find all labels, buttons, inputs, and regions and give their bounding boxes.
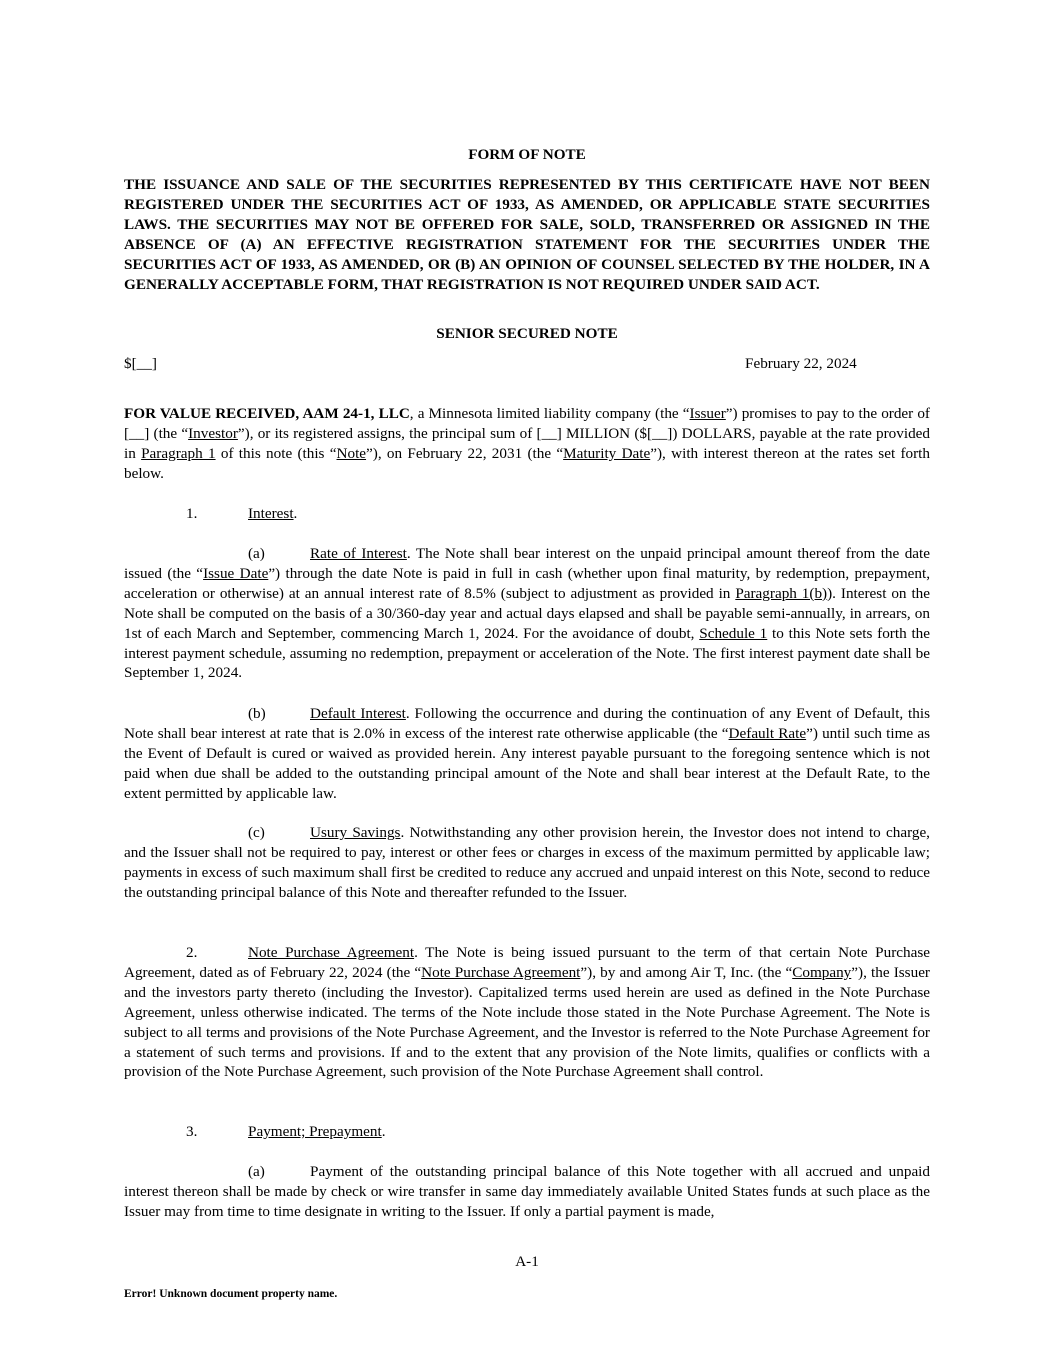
heading-default-interest: Default Interest bbox=[310, 705, 406, 722]
intro-paragraph: FOR VALUE RECEIVED, AAM 24-1, LLC, a Minnesota limited liability company (the “Issuer”) promises to pay to the order of [__] (the “Investor”), or its registered assigns, the principal sum of [__] MILLION ($[__]) DOLLARS, payable at the rate provided in Paragraph 1 of this note (this “Note”), on February 22, 2031 (the “Maturity Date”), with interest thereon at the rates set forth below. bbox=[124, 405, 931, 482]
intro-lead: FOR VALUE RECEIVED, AAM 24-1, LLC bbox=[124, 405, 410, 422]
note-date: February 22, 2024 bbox=[745, 355, 857, 372]
page-number: A-1 bbox=[515, 1253, 539, 1270]
ref-paragraph-1b: Paragraph 1(b) bbox=[735, 584, 828, 602]
amount-date-line bbox=[124, 354, 930, 374]
heading-rate-of-interest: Rate of Interest bbox=[310, 545, 407, 562]
section-2-paragraph: 2. Note Purchase Agreement. The Note is being issued pursuant to the term of that certain Note Purchase Agreement, dated as of February 22, 2024 (the “Note Purchase Agreement”), by and among Air T, Inc. (the “Company”), the Issuer and the investors party thereto (including the Investor). Capitalized terms used herein are used as defined in the Note Purchase Agreement, unless otherwise indicated. The terms of the Note include those stated in the Note Purchase Agreement. The Note is subject to all terms and provisions of the Note Purchase Agreement, and the Investor is referred to the Note Purchase Agreement for a statement of such terms and provisions. If and to the extent that any provision of the Note limits, qualifies or conflicts with a provision of the Note Purchase Agreement, such provision of the Note Purchase Agreement shall control. bbox=[124, 944, 930, 1081]
defined-term-issue-date: Issue Date bbox=[203, 564, 269, 582]
defined-term-maturity-date: Maturity Date bbox=[563, 444, 651, 462]
principal-amount: $[__] bbox=[124, 355, 157, 372]
defined-term-default-rate: Default Rate bbox=[728, 724, 807, 742]
section-3a-paragraph: (a) Payment of the outstanding principal balance of this Note together with all accrued and unpaid interest thereon shall be made by check or wire transfer in same day immediately available United States funds at such place as the Issuer may from time to time designate in writing to the Issuer. If only a partial payment is made, bbox=[124, 1163, 930, 1220]
section-1b-paragraph: (b) Default Interest. Following the occurrence and during the continuation of any Event of Default, this Note shall bear interest at rate that is 2.0% in excess of the interest rate otherwise applicable (the “Default Rate”) until such time as the Event of Default is cured or waived as provided herein. Any interest payable pursuant to the foregoing sentence which is not paid when due shall be added to the outstanding principal amount of the Note and shall bear interest at the Default Rate, to the extent permitted by applicable law. bbox=[124, 705, 930, 802]
section-3-heading: 3. Payment; Prepayment. bbox=[186, 1123, 386, 1140]
securities-legend: THE ISSUANCE AND SALE OF THE SECURITIES REPRESENTED BY THIS CERTIFICATE HAVE NOT BEEN REGISTERED UNDER THE SECURITIES ACT OF 1933, AS AMENDED, OR APPLICABLE STATE SECURITIES LAWS. THE SECURITIES MAY NOT BE OFFERED FOR SALE, SOLD, TRANSFERRED OR ASSIGNED IN THE ABSENCE OF (A) AN EFFECTIVE REGISTRATION STATEMENT FOR THE SECURITIES UNDER THE SECURITIES ACT OF 1933, AS AMENDED, OR (B) AN OPINION OF COUNSEL SELECTED BY THE HOLDER, IN A GENERALLY ACCEPTABLE FORM, THAT REGISTRATION IS NOT REQUIRED UNDER SAID ACT. bbox=[124, 176, 930, 293]
document-title: FORM OF NOTE bbox=[468, 146, 586, 163]
section-1c-paragraph: (c) Usury Savings. Notwithstanding any other provision herein, the Investor does not intend to charge, and the Issuer shall not be required to pay, interest or other fees or charges in excess of the maximum permitted by applicable law; payments in excess of such maximum shall first be credited to reduce any accrued and unpaid interest on this Note, second to reduce the outstanding principal balance of this Note and thereafter refunded to the Issuer. bbox=[124, 824, 930, 901]
section-1a-paragraph: (a) Rate of Interest. The Note shall bear interest on the unpaid principal amount thereof from the date issued (the “Issue Date”) through the date Note is paid in full in cash (whether upon final maturity, by redemption, prepayment, acceleration or otherwise) at an annual interest rate of 8.5% (subject to adjustment as provided in Paragraph 1(b)). Interest on the Note shall be computed on the basis of a 30/360-day year and actual days elapsed and shall be payable semi-annually, in arrears, on 1st of each March and September, commencing March 1, 2024. For the avoidance of doubt, Schedule 1 to this Note sets forth the interest payment schedule, assuming no redemption, prepayment or acceleration of the Note. The first interest payment date shall be September 1, 2024. bbox=[124, 545, 930, 682]
defined-term-issuer: Issuer bbox=[689, 405, 726, 422]
defined-term-company: Company bbox=[792, 963, 852, 981]
defined-term-note: Note bbox=[336, 444, 367, 462]
ref-schedule-1: Schedule 1 bbox=[699, 624, 768, 642]
section-1-heading: 1. Interest. bbox=[186, 505, 298, 522]
note-subtitle: SENIOR SECURED NOTE bbox=[436, 325, 618, 342]
ref-paragraph-1: Paragraph 1 bbox=[141, 444, 216, 462]
heading-usury-savings: Usury Savings bbox=[310, 824, 401, 841]
defined-term-npa: Note Purchase Agreement bbox=[421, 963, 581, 981]
heading-note-purchase-agreement: Note Purchase Agreement bbox=[248, 944, 415, 961]
footer-error-text: Error! Unknown document property name. bbox=[124, 1288, 338, 1300]
defined-term-investor: Investor bbox=[188, 424, 238, 442]
